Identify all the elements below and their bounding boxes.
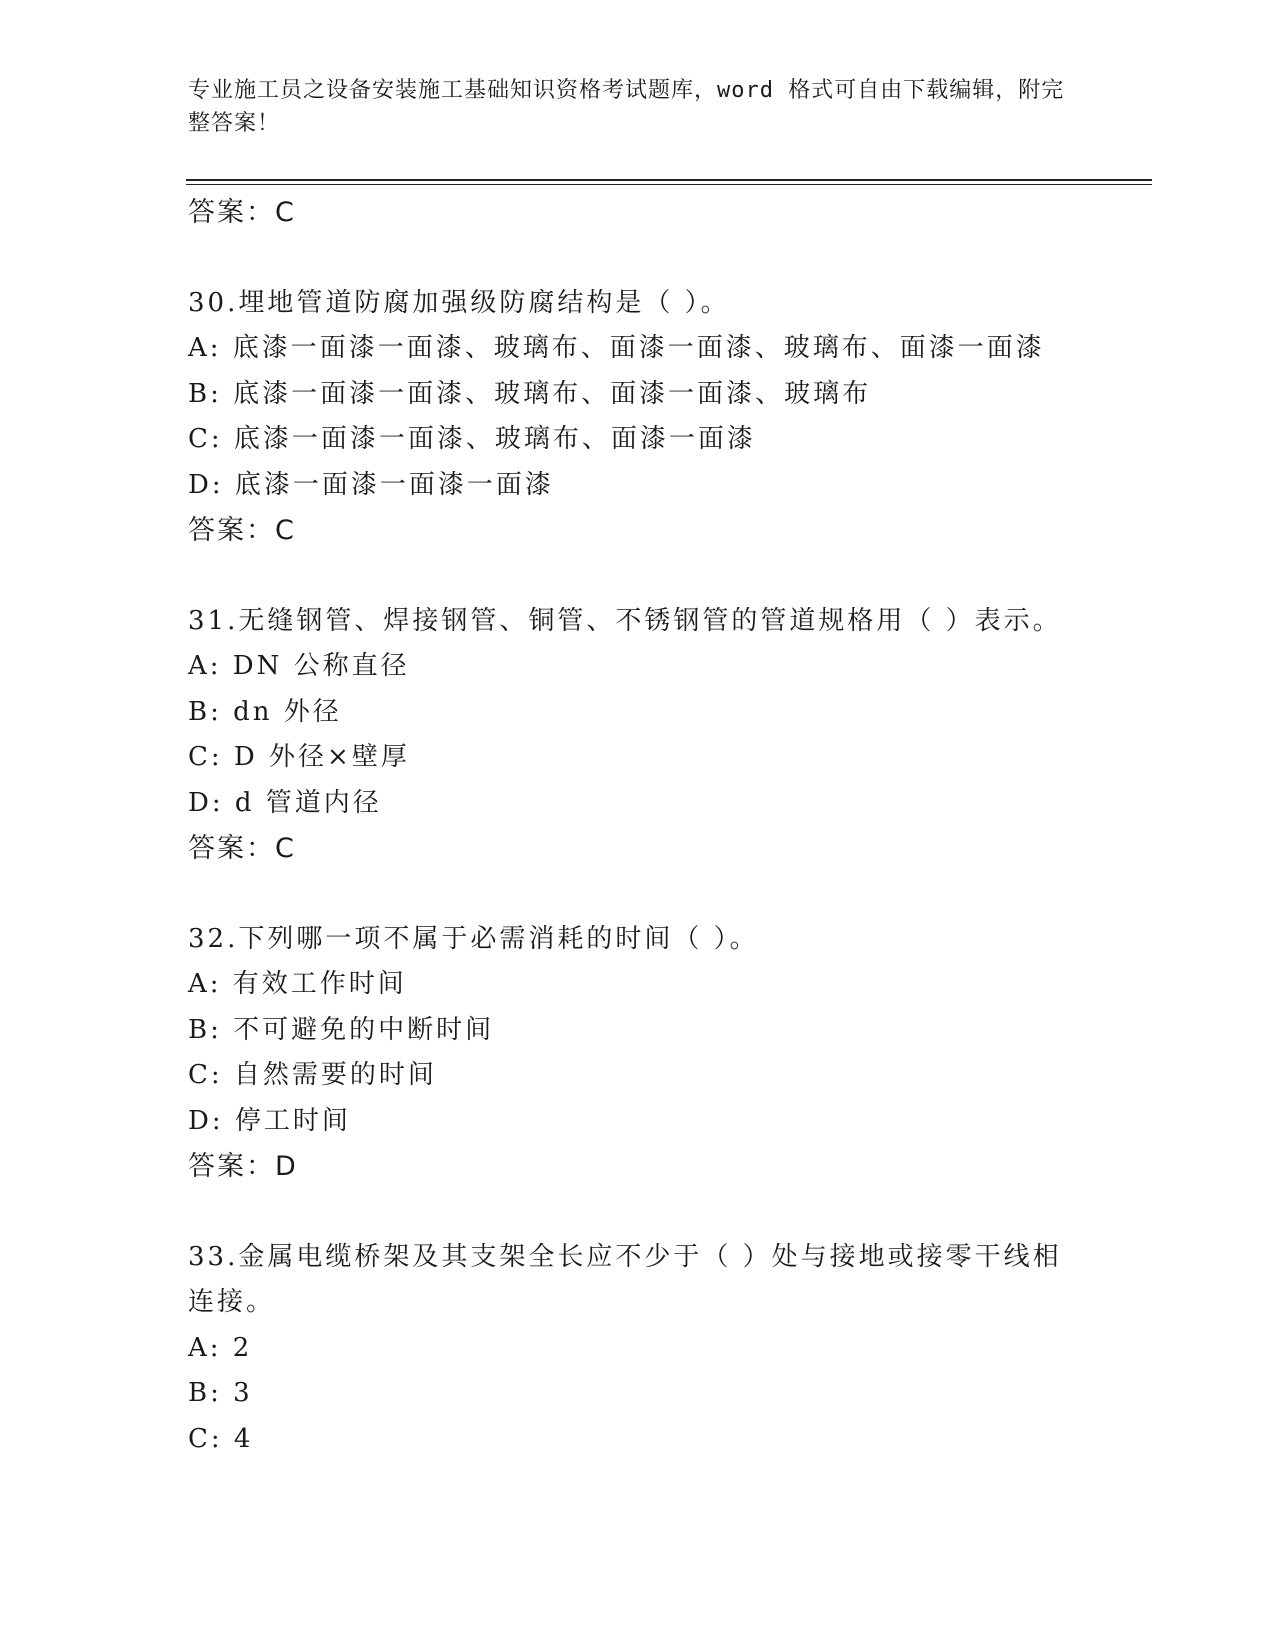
option-c: C: 自然需要的时间	[188, 1060, 437, 1090]
question-list	[188, 190, 1148, 1462]
option-b: B: 不可避免的中断时间	[188, 1014, 495, 1045]
answer-label: 答案：C	[188, 515, 296, 546]
option-c: C: 底漆一面漆一面漆、玻璃布、面漆一面漆	[188, 424, 756, 454]
question-item	[188, 1235, 1148, 1463]
option-c: C: D 外径×壁厚	[188, 742, 410, 772]
question-item	[188, 281, 1148, 554]
option-b: B: 3	[188, 1378, 253, 1408]
question-item	[188, 599, 1148, 872]
page-header: 专业施工员之设备安装施工基础知识资格考试题库，word 格式可自由下载编辑，附完整答案！	[188, 78, 1065, 136]
question-title: 32.下列哪一项不属于必需消耗的时间（ ）。	[188, 923, 759, 954]
option-b: B: 底漆一面漆一面漆、玻璃布、面漆一面漆、玻璃布	[188, 378, 872, 409]
question-item	[188, 917, 1148, 1190]
option-b: B: dn 外径	[188, 696, 342, 727]
answer-label: 答案：D	[188, 1151, 298, 1182]
question-title: 31.无缝钢管、焊接钢管、铜管、不锈钢管的管道规格用（ ）表示。	[188, 605, 1062, 636]
option-d: D: d 管道内径	[188, 787, 382, 818]
header-divider-thin	[186, 184, 1152, 185]
question-title: 30.埋地管道防腐加强级防腐结构是（ ）。	[188, 287, 730, 318]
option-d: D: 停工时间	[188, 1105, 351, 1136]
option-c: C: 4	[188, 1423, 254, 1454]
option-a: A: DN 公称直径	[188, 651, 410, 681]
option-a: A: 2	[188, 1332, 253, 1363]
answer-label: 答案：C	[188, 833, 296, 864]
header-divider-thick	[186, 179, 1152, 181]
option-a: A: 底漆一面漆一面漆、玻璃布、面漆一面漆、玻璃布、面漆一面漆	[188, 333, 1045, 363]
option-a: A: 有效工作时间	[188, 969, 407, 999]
question-title: 33.金属电缆桥架及其支架全长应不少于（ ）处与接地或接零干线相连接。	[188, 1241, 1062, 1317]
answer-label: 答案：C	[188, 197, 296, 228]
option-d: D: 底漆一面漆一面漆一面漆	[188, 469, 554, 500]
